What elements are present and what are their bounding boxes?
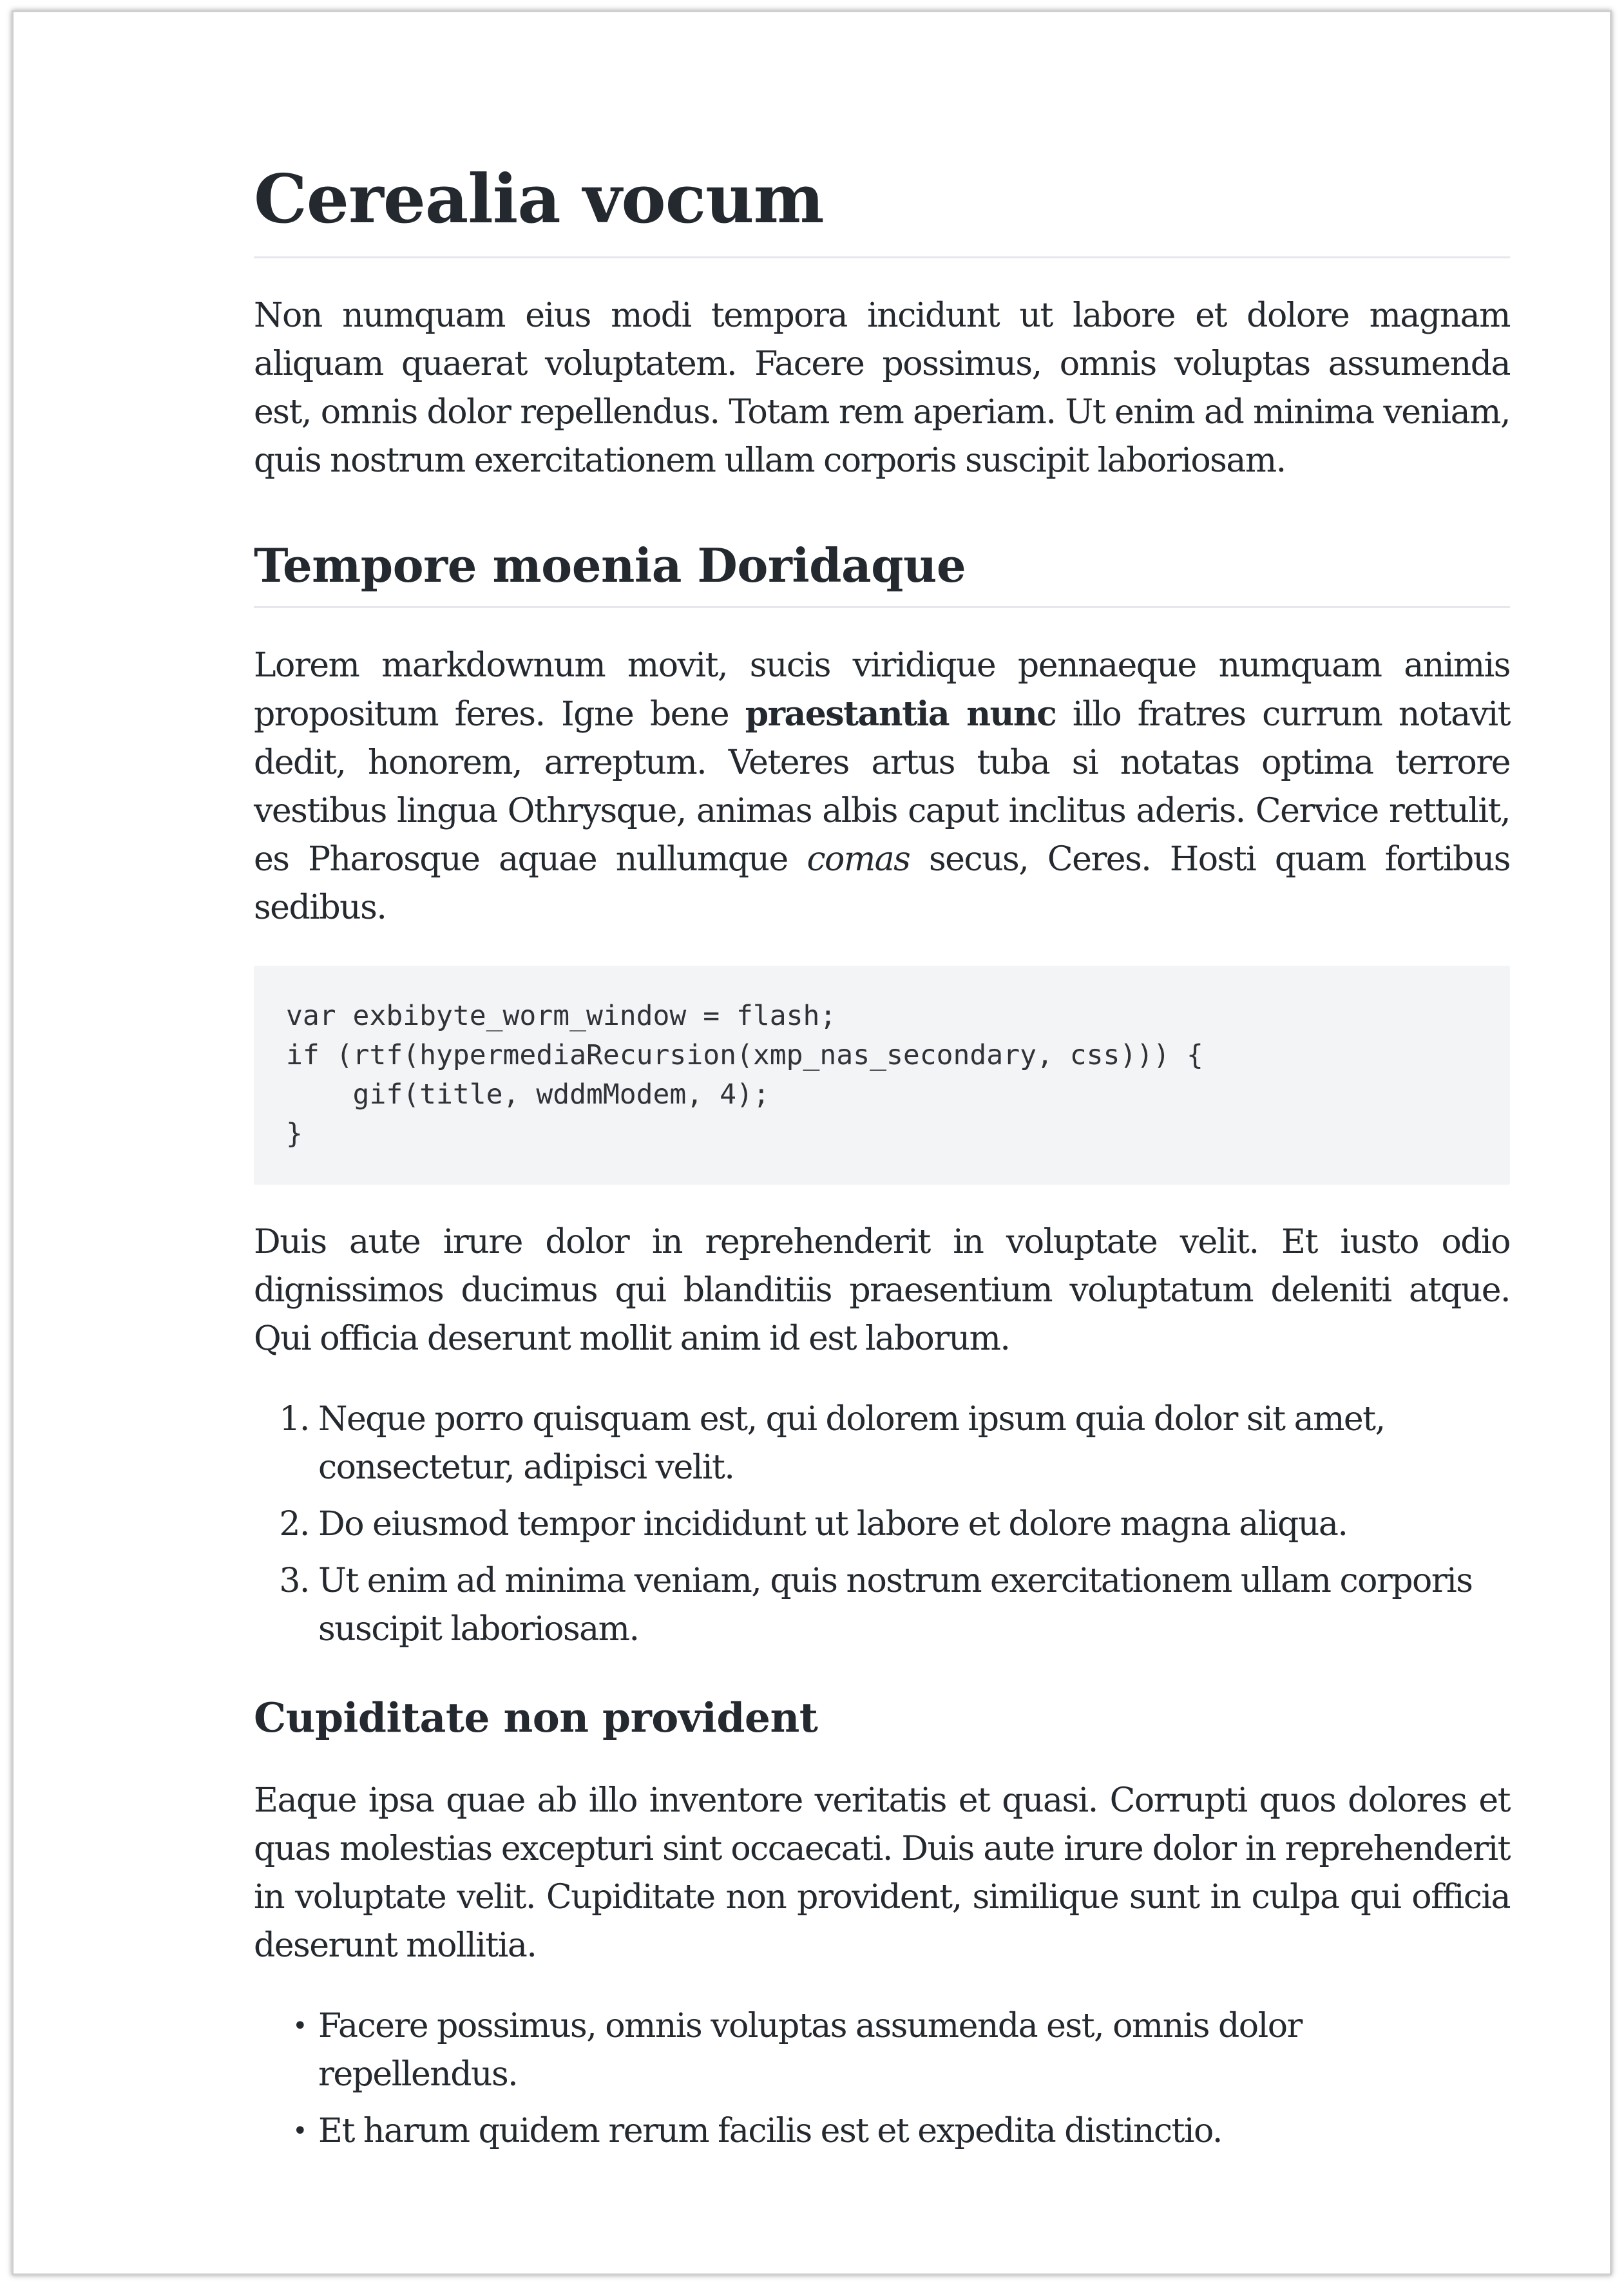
intro-paragraph: Non numquam eius modi tempora incidunt ut labore et dolore magnam aliquam quaerat voluptatem. Facere possimus, omnis voluptas assumenda est, omnis dolor repellendus. Totam rem aperiam. Ut enim ad minima veniam, quis nostrum exercitationem ullam corporis suscipit laboriosam. [254,296,1510,480]
paragraph-text: Lorem markdownum movit, sucis viridique pennaeque numquam animis propositum feres. Igne bene [254,646,1510,734]
list-item-text: Facere possimus, omnis voluptas assumenda est, omnis dolor repellendus. [318,2006,1302,2094]
paragraph-text: illo fratres currum notavit dedit, honorem, arreptum. Veteres artus tuba si notatas optima terrore vestibus lingua Othrysque, animas albis caput inclitus aderis. Cervice rettulit, es Pharosque aquae nullumque [254,694,1510,879]
unordered-list [254,2002,1510,2156]
bold-text: praestantia nunc [745,694,1056,734]
section-heading-tempore: Tempore moenia Doridaque [254,537,1510,608]
bullet-icon: • [292,2116,307,2146]
code-block: var exbibyte_worm_window = flash; if (rtf(hypermediaRecursion(xmp_nas_secondary, css))) { gif(title, wddmModem, 4); } [254,966,1510,1185]
list-item [292,2002,1510,2099]
list-item [292,2107,1510,2156]
list-item-text: Et harum quidem rerum facilis est et expedita distinctio. [318,2111,1222,2150]
document-content [254,159,1510,2164]
section-heading-cupiditate: Cupiditate non provident [254,1693,818,1741]
page-title: Cerealia vocum [254,159,1510,258]
list-item: 2. Do eiusmod tempor incididunt ut labore et dolore magna aliqua. [318,1500,1510,1549]
paragraph-text: secus, Ceres. Hosti quam fortibus sedibus. [254,839,1510,927]
section1-paragraph [254,642,1510,932]
italic-text: comas [807,839,910,879]
ordered-list [254,1395,1510,1654]
document-page [12,10,1612,2275]
list-item: 1. Neque porro quisquam est, qui dolorem ipsum quia dolor sit amet, consectetur, adipisci velit. [318,1395,1510,1492]
section2-paragraph: Eaque ipsa quae ab illo inventore veritatis et quasi. Corrupti quos dolores et quas molestias excepturi sint occaecati. Duis aute irure dolor in reprehenderit in voluptate velit. Cupiditate non provident, similique sunt in culpa qui officia deserunt mollitia. [254,1781,1510,1965]
bullet-icon: • [292,2011,307,2041]
section1-paragraph2: Duis aute irure dolor in reprehenderit in voluptate velit. Et iusto odio dignissimos ducimus qui blanditiis praesentium voluptatum deleniti atque. Qui officia deserunt mollit anim id est laborum. [254,1222,1510,1358]
list-item: 3. Ut enim ad minima veniam, quis nostrum exercitationem ullam corporis suscipit laboriosam. [318,1557,1510,1654]
